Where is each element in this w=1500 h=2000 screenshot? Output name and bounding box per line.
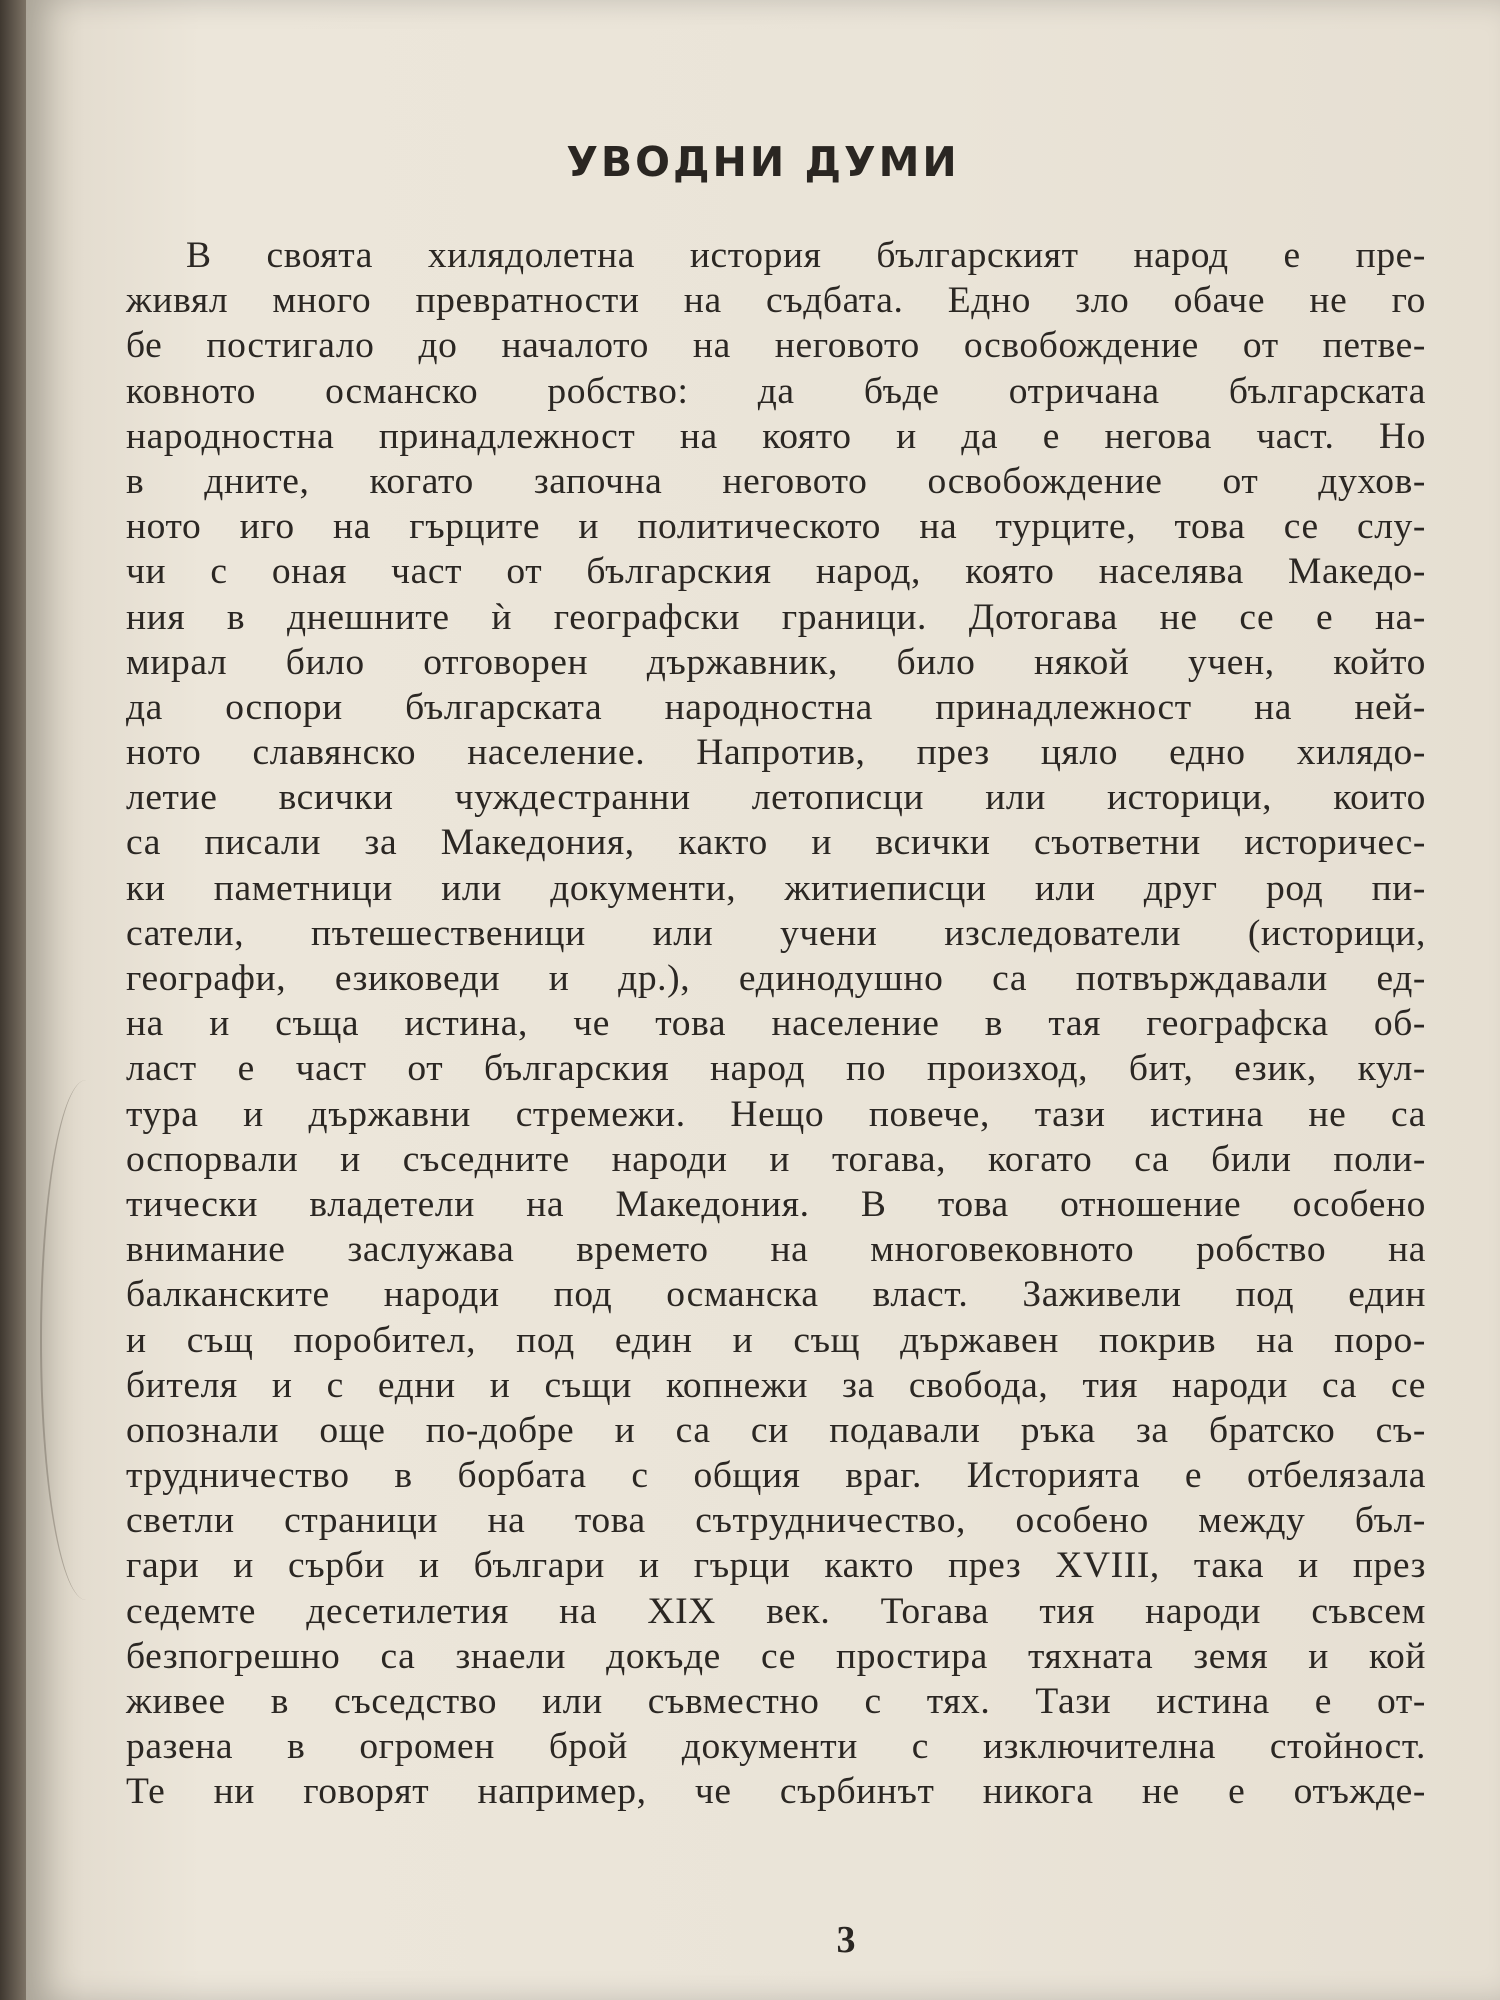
text-line: безпогрешно са знаели докъде се простира тяхната земя и кой bbox=[126, 1635, 1426, 1677]
text-line: летие всички чуждестранни летописци или историци, които bbox=[126, 777, 1426, 819]
text-line: ки паметници или документи, житиеписци или друг род пи- bbox=[126, 867, 1426, 909]
text-line: балканските народи под османска власт. Заживели под един bbox=[126, 1274, 1426, 1316]
page-crease bbox=[40, 1080, 132, 1600]
text-line: опознали още по-добре и са си подавали ръка за братско съ- bbox=[126, 1409, 1426, 1451]
text-line: да оспори българската народностна принадлежност на ней- bbox=[126, 686, 1426, 728]
page-number: 3 bbox=[836, 1919, 856, 1961]
text-line: чи с оная част от българския народ, която населява Македо- bbox=[126, 551, 1426, 593]
text-line: трудничество в борбата с общия враг. Историята е отбелязала bbox=[126, 1455, 1426, 1497]
text-line: на и съща истина, че това население в тая географска об- bbox=[126, 1003, 1426, 1045]
text-line: сатели, пътешественици или учени изследователи (историци, bbox=[126, 912, 1426, 954]
text-line: разена в огромен брой документи с изключителна стойност. bbox=[126, 1726, 1426, 1768]
text-line: ния в днешните ѝ географски граници. Дотогава не се е на- bbox=[126, 596, 1426, 638]
text-line: бителя и с едни и същи копнежи за свобода, тия народи са се bbox=[126, 1364, 1426, 1406]
text-line: живял много превратности на съдбата. Едно зло обаче не го bbox=[126, 280, 1426, 322]
text-line: ното славянско население. Напротив, през цяло едно хилядо- bbox=[126, 732, 1426, 774]
text-line: седемте десетилетия на XIX век. Тогава тия народи съвсем bbox=[126, 1590, 1426, 1632]
text-line: ното иго на гърците и политическото на турците, това се слу- bbox=[126, 506, 1426, 548]
text-line: светли страници на това сътрудничество, особено между бъл- bbox=[126, 1500, 1426, 1542]
page-title: УВОДНИ ДУМИ bbox=[566, 138, 960, 186]
text-line: гари и сърби и българи и гърци както през XVIII, така и през bbox=[126, 1545, 1426, 1587]
text-line: ласт е част от българския народ по произход, бит, език, кул- bbox=[126, 1048, 1426, 1090]
text-line: в дните, когато започна неговото освобождение от духов- bbox=[126, 460, 1426, 502]
text-line: ковното османско робство: да бъде отричана българската bbox=[126, 370, 1426, 412]
text-line: тура и държавни стремежи. Нещо повече, тази истина не са bbox=[126, 1093, 1426, 1135]
text-line: са писали за Македония, както и всички съответни историчес- bbox=[126, 822, 1426, 864]
book-spine bbox=[0, 0, 26, 2000]
text-line: Те ни говорят например, че сърбинът никога не е отъжде- bbox=[126, 1771, 1426, 1813]
text-line: и същ поробител, под един и същ държавен покрив на поро- bbox=[126, 1319, 1426, 1361]
text-line: географи, езиковеди и др.), единодушно са потвърждавали ед- bbox=[126, 958, 1426, 999]
text-line: внимание заслужава времето на многовековното робство на bbox=[126, 1229, 1426, 1271]
text-line: оспорвали и съседните народи и тогава, когато са били поли- bbox=[126, 1138, 1426, 1180]
text-line: народностна принадлежност на която и да е негова част. Но bbox=[126, 415, 1426, 457]
text-line: мирал било отговорен държавник, било някой учен, който bbox=[126, 641, 1426, 683]
text-line: тически владетели на Македония. В това отношение особено bbox=[126, 1183, 1426, 1225]
body-text bbox=[126, 233, 1426, 1815]
text-line: бе постигало до началото на неговото освобождение от петве- bbox=[126, 325, 1426, 367]
text-line: живее в съседство или съвместно с тях. Тази истина е от- bbox=[126, 1681, 1426, 1722]
book-page bbox=[26, 0, 1500, 2000]
text-line: В своята хилядолетна история българският народ е пре- bbox=[186, 235, 1426, 276]
